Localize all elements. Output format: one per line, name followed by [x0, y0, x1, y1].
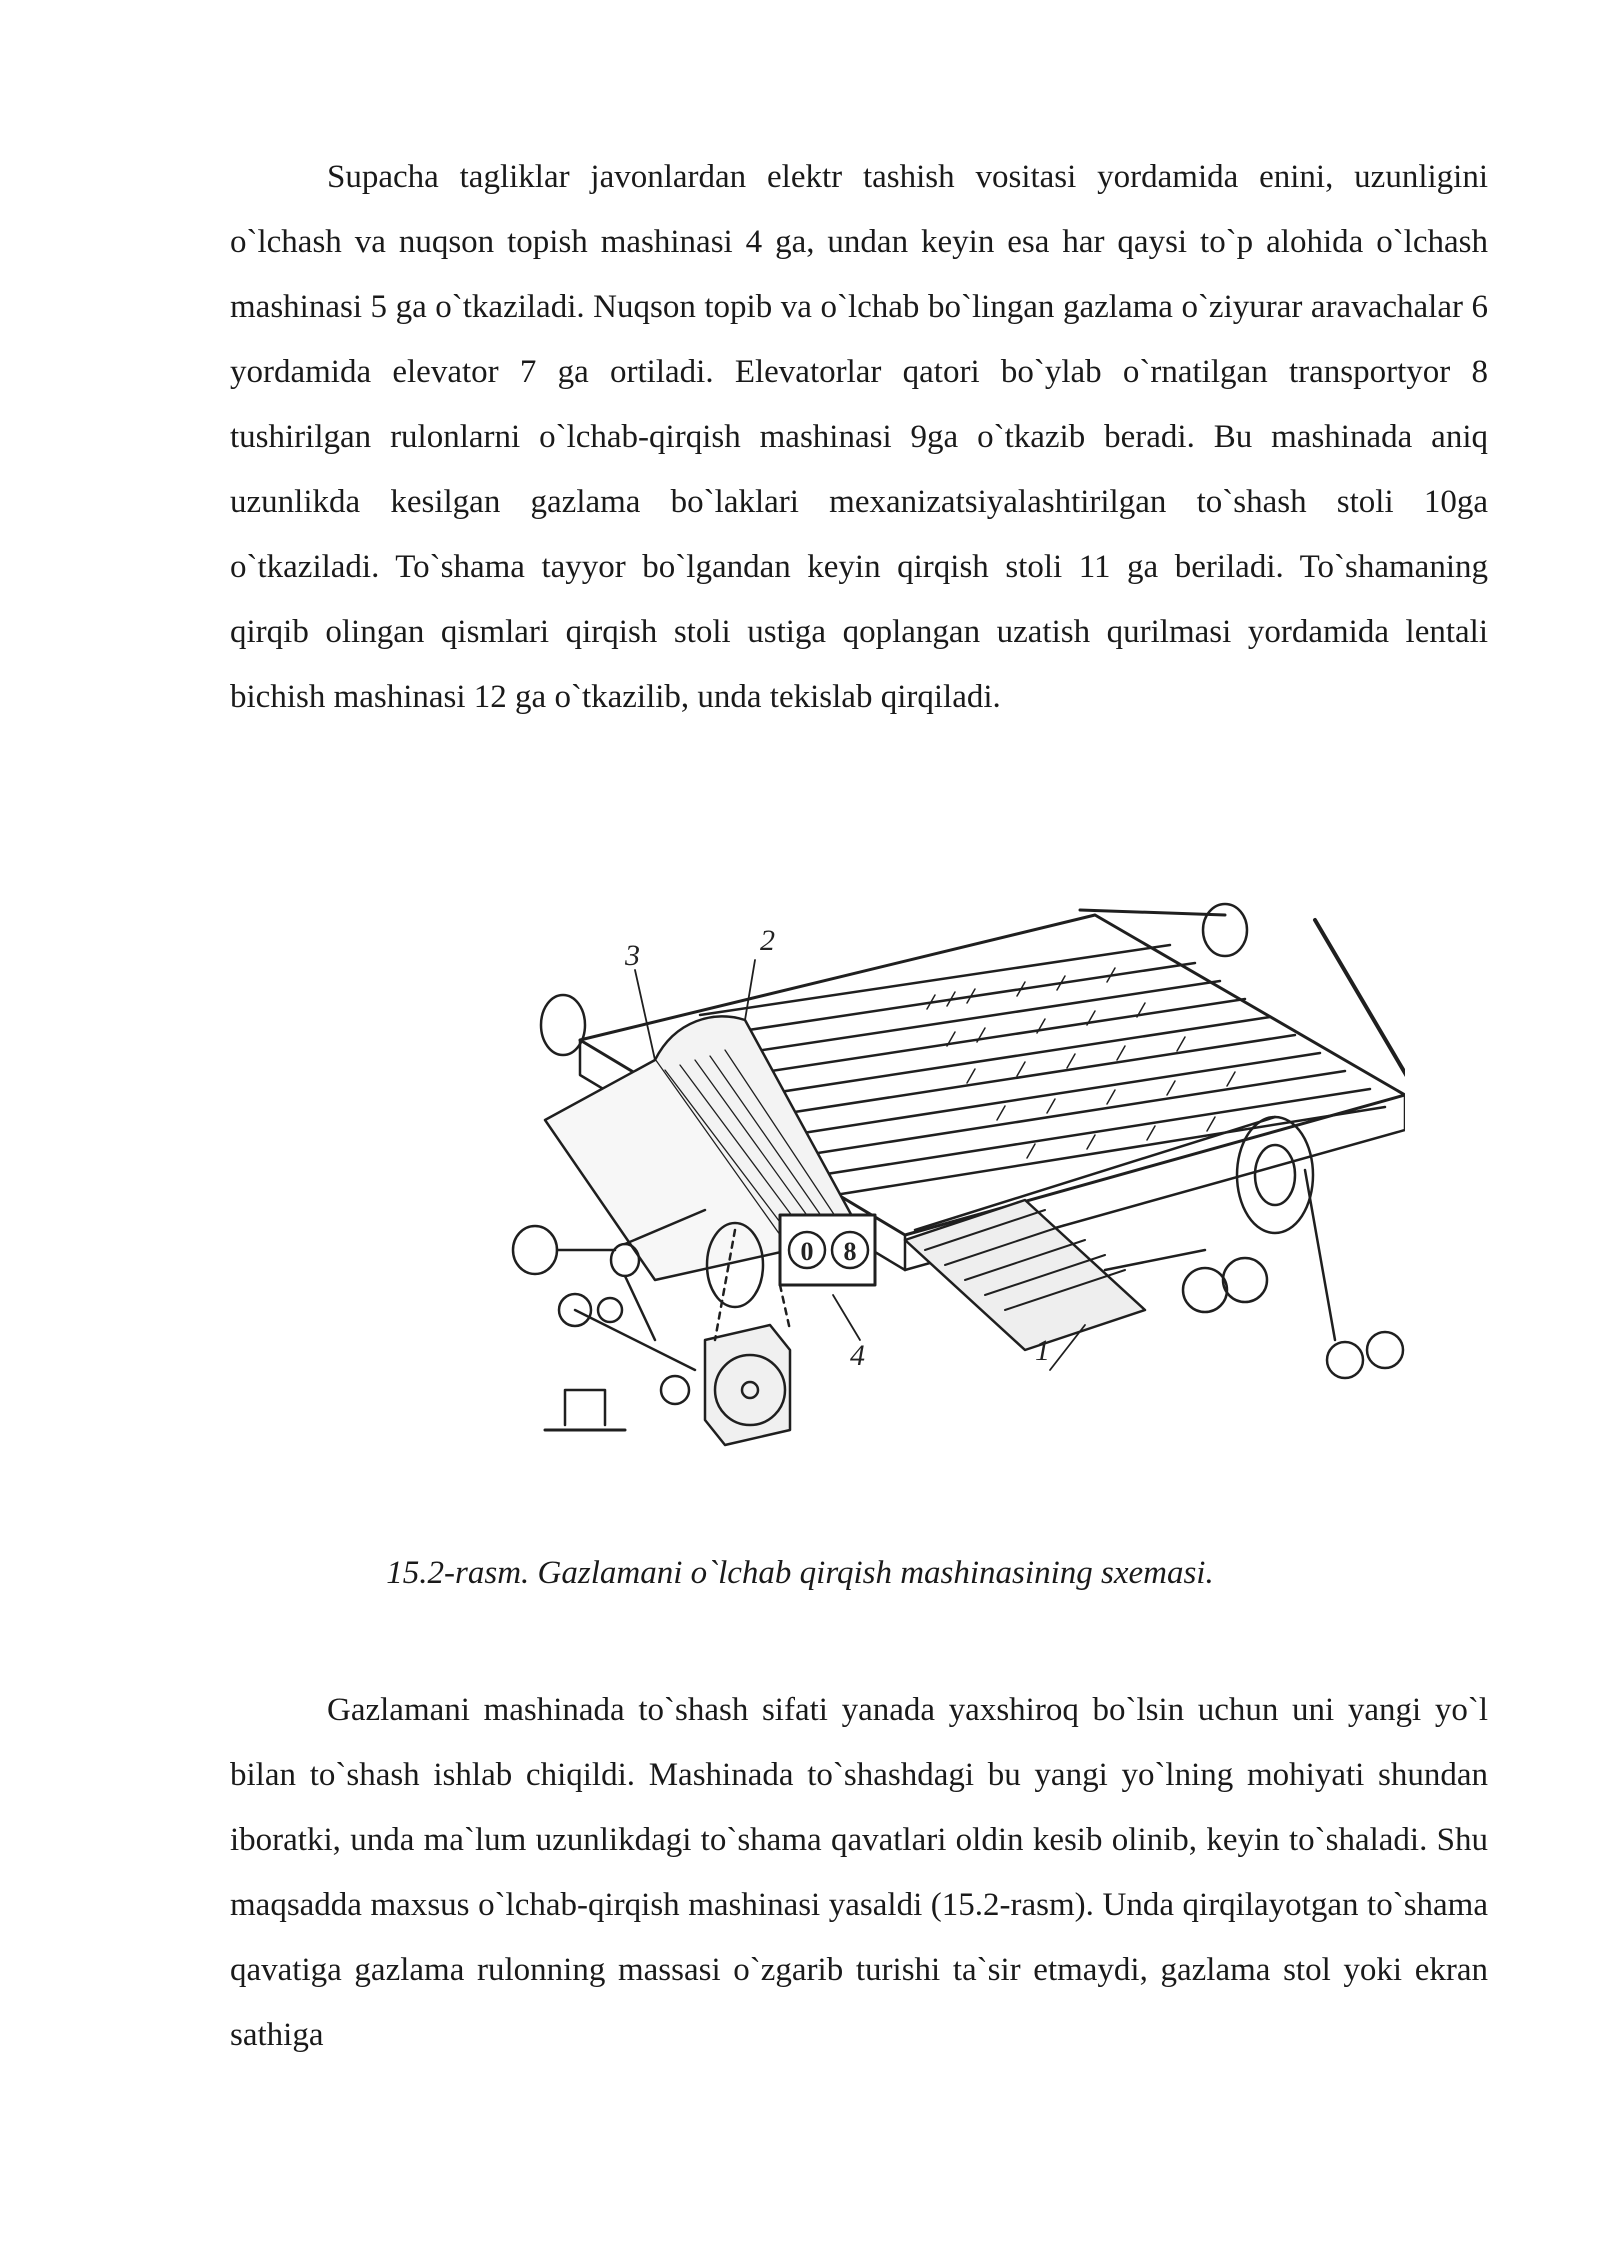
body-paragraph-1: Supacha tagliklar javonlardan elektr tashish vositasi yordamida enini, uzunligini o`lchash va nuqson topish mashinasi 4 ga, undan keyin esa har qaysi to`p alohida o`lchash mashinasi 5 ga o`tkaziladi. Nuqson topib va o`lchab bo`lingan gazlama o`ziyurar aravachalar 6 yordamida elevator 7 ga ortiladi. Elevatorlar qatori bo`ylab o`rnatilgan transportyor 8 tushirilgan rulonlarni o`lchab-qirqish mashinasi 9ga o`tkazib beradi. Bu mashinada aniq uzunlikda kesilgan gazlama bo`laklari mexanizatsiyalashtirilgan to`shash stoli 10ga o`tkaziladi. To`shama tayyor bo`lgandan keyin qirqish stoli 11 ga beriladi. To`shamaning qirqib olingan qismlari qirqish stoli ustiga qoplangan uzatish qurilmasi yordamida lentali bichish mashinasi 12 ga o`tkazilib, unda tekislab qirqiladi.	[230, 159, 1488, 715]
callout-label-3: 3	[625, 939, 640, 972]
callout-label-1: 1	[1035, 1334, 1050, 1367]
figure-caption: 15.2-rasm. Gazlamani o`lchab qirqish mashinasining sxemasi.	[386, 1555, 1214, 1591]
counter-digit-right: 8	[843, 1237, 857, 1266]
measuring-cutting-machine-schematic	[505, 870, 1405, 1480]
callout-label-2: 2	[760, 924, 775, 957]
machine-diagram-figure	[505, 870, 1405, 1480]
body-paragraph-2: Gazlamani mashinada to`shash sifati yanada yaxshiroq bo`lsin uchun uni yangi yo`l bilan to`shash ishlab chiqildi. Mashinada to`shashdagi bu yangi yo`lning mohiyati shundan iboratki, unda ma`lum uzunlikdagi to`shama qavatlari oldin kesib olinib, keyin to`shaladi. Shu maqsadda maxsus o`lchab-qirqish mashinasi yasaldi (15.2-rasm). Unda qirqilayotgan to`shama qavatiga gazlama rulonning massasi o`zgarib turishi ta`sir etmaydi, gazlama stol yoki ekran sathiga	[230, 1692, 1488, 2053]
callout-label-4: 4	[850, 1339, 865, 1372]
counter-digit-left: 0	[800, 1237, 814, 1266]
